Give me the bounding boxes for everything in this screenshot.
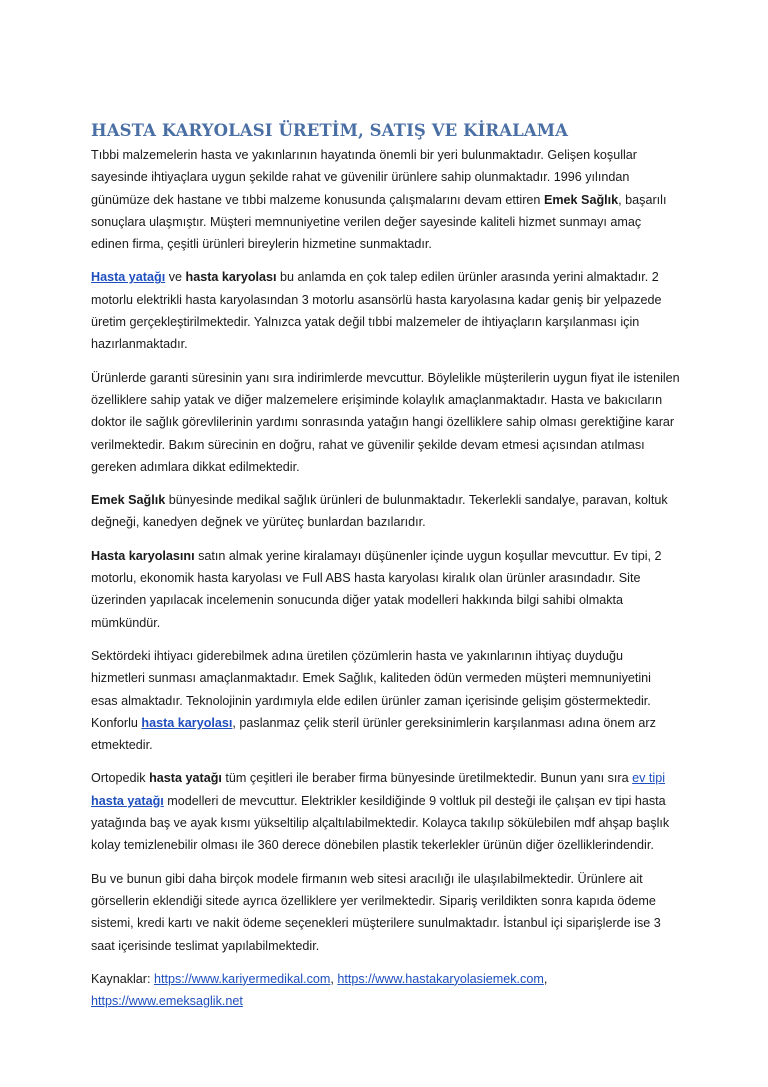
link-text: Hasta yatağı <box>91 270 166 285</box>
paragraph-sources <box>91 968 680 1013</box>
text: , paslanmaz çelik steril ürünler gereksinimlerin karşılanması adına önem arz etmektedir. <box>91 715 656 753</box>
separator: , <box>543 971 548 986</box>
page-title: HASTA KARYOLASI ÜRETİM, SATIŞ VE KİRALAMA <box>91 121 569 140</box>
source-link-kariyermedikal[interactable]: https://www.kariyermedikal.com <box>154 971 331 986</box>
hasta-yatagi-link[interactable] <box>91 270 165 284</box>
document-body <box>91 118 680 1023</box>
ev-tipi-link[interactable]: ev tipi <box>632 771 666 786</box>
paragraph-rental <box>91 545 680 634</box>
paragraph-orthopedic <box>91 767 680 856</box>
link-text: hasta yatağı <box>91 793 164 808</box>
text: ve <box>165 270 186 285</box>
bold-term: hasta karyolası <box>185 270 277 285</box>
bold-term: hasta yatağı <box>149 771 222 786</box>
paragraph-warranty <box>91 367 680 478</box>
separator: , <box>330 971 338 986</box>
bold-term: Hasta karyolasını <box>91 548 195 563</box>
bold-brand: Emek Sağlık <box>543 192 619 207</box>
paragraph-website <box>91 868 680 957</box>
hasta-karyolasi-link[interactable] <box>141 716 232 730</box>
source-link-emeksaglik[interactable]: https://www.emeksaglik.net <box>91 994 243 1009</box>
paragraph-intro <box>91 144 680 255</box>
paragraph-products <box>91 266 680 355</box>
text: Sektördeki ihtiyacı giderebilmek adına üretilen çözümlerin hasta ve yakınlarının ihtiyaç duyduğu hizmetleri sunması amaçlanmaktadır. Emek Sağlık, kaliteden ödün vermeden müşteri memnuniyetini esas almaktadır. Teknolojinin yardımıyla elde edilen ürünler zaman içerisinde gelişim göstermektedir. Konforlu <box>91 648 651 730</box>
link-text: hasta karyolası <box>141 715 233 730</box>
source-link-hastakaryolasiemek[interactable]: https://www.hastakaryolasiemek.com <box>337 971 544 986</box>
text: Ürünlerde garanti süresinin yanı sıra indirimlerde mevcuttur. Böylelikle müşterilerin uygun fiyat ile istenilen özelliklere sahip yatak ve diğer malzemelere erişiminde kolaylık amaçlanmaktadır. Hasta ve bakıcıların doktor ile sağlık görevlilerinin yardımı sonrasında yatağın hangi özelliklere sahip olması gerektiğine karar verilmektedir. Bakım sürecinin en doğru, rahat ve güvenilir şekilde devam etmesi açısından atılması gereken adımlara dikkat edilmektedir. <box>91 370 680 474</box>
paragraph-medical-products <box>91 489 680 534</box>
text: bu anlamda en çok talep edilen ürünler arasında yerini almaktadır. 2 motorlu elektrikli hasta karyolasından 3 motorlu asansörlü hasta karyolasına kadar geniş bir yelpazede üretim gerçekleştirilmektedir. Yalnızca yatak değil tıbbi malzemeler de ihtiyaçların karşılanması için hazırlanmaktadır. <box>91 270 662 352</box>
text: Ortopedik <box>91 771 150 786</box>
ev-tipi-hasta-yatagi-link[interactable] <box>91 794 164 808</box>
text: tüm çeşitleri ile beraber firma bünyesinde üretilmektedir. Bunun yanı sıra <box>221 771 633 786</box>
text: bünyesinde medikal sağlık ürünleri de bulunmaktadır. Tekerlekli sandalye, paravan, koltuk değneği, kanedyen değnek ve yürüteç bunlardan bazılarıdır. <box>91 493 668 530</box>
text: Tıbbi malzemelerin hasta ve yakınlarının hayatında önemli bir yeri bulunmaktadır. Gelişen koşullar sayesinde ihtiyaçlara uygun şekilde rahat ve güvenilir ürünlere sahip olunmaktadır. 1996 yılından günümüze dek hastane ve tıbbi malzeme konusunda çalışmalarını devam ettiren <box>91 148 637 207</box>
bold-brand: Emek Sağlık <box>91 493 166 508</box>
text: satın almak yerine kiralamayı düşünenler içinde uygun koşullar mevcuttur. Ev tipi, 2 motorlu, ekonomik hasta karyolası ve Full ABS hasta karyolası kiralık olan ürünler arasındadır. Site üzerinden yapılacak incelemenin sonucunda diğer yatak modelleri hakkında bilgi sahibi olmakta mümkündür. <box>91 548 662 630</box>
text: , başarılı sonuçlara ulaşmıştır. Müşteri memnuniyetine verilen değer sayesinde kaliteli hizmet sunmayı amaç edinen firma, çeşitli ürünleri bireylerin hizmetine sunmaktadır. <box>91 192 667 252</box>
text: modelleri de mevcuttur. Elektrikler kesildiğinde 9 voltluk pil desteği ile çalışan ev tipi hasta yatağında baş ve ayak kısmı yükseltilip alçaltılabilmektedir. Kolayca takılıp sökülebilen mdf ahşap başlık kolay temizlenebilir olması ile 360 derece dönebilen plastik tekerlekler ürünün diğer özelliklerindendir. <box>91 793 670 853</box>
paragraph-sector <box>91 645 680 756</box>
sources-label: Kaynaklar: <box>91 971 154 986</box>
text: Bu ve bunun gibi daha birçok modele firmanın web sitesi aracılığı ile ulaşılabilmektedir. Ürünlere ait görsellerin eklendiği sitede ayrıca özelliklere yer verilmektedir. Sipariş verildikten sonra kapıda ödeme sistemi, kredi kartı ve nakit ödeme seçenekleri müşterilere sunulmaktadır. İstanbul içi siparişlerde ise 3 saat içerisinde teslimat yapılabilmektedir. <box>91 871 661 953</box>
